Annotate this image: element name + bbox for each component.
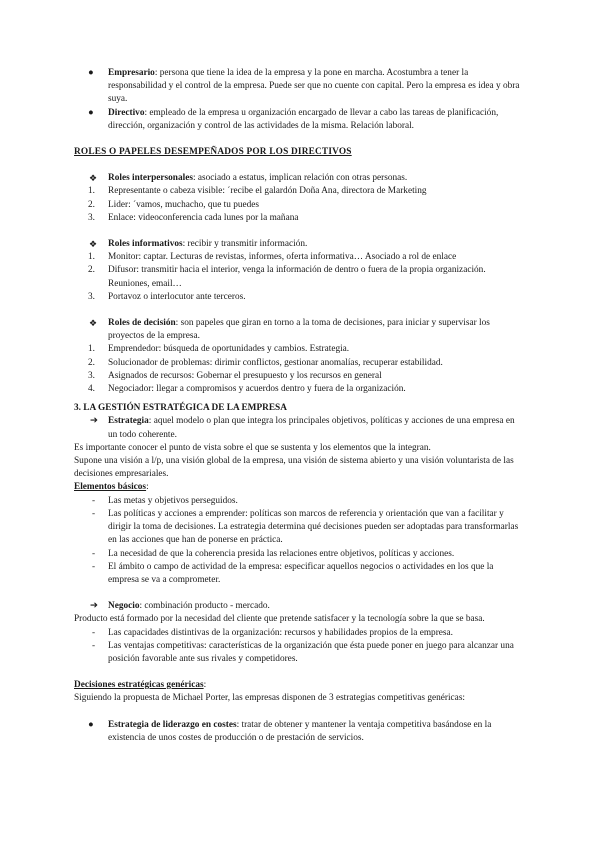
document-page bbox=[74, 67, 526, 745]
definition: : son papeles que giran en torno a la toma de decisiones, para iniciar y supervisar los proyectos de la empresa. bbox=[108, 318, 490, 342]
list-text: Negociador: llegar a compromisos y acuerdos dentro y fuera de la organización. bbox=[108, 384, 406, 395]
list-text: Representante o cabeza visible: ´recibe el galardón Doña Ana, directora de Marketing bbox=[108, 186, 427, 197]
dash-marker: - bbox=[92, 640, 96, 651]
bullet-icon: ● bbox=[88, 107, 94, 118]
list-number: 2. bbox=[88, 265, 95, 276]
list-text: Asignados de recursos: Gobernar el presupuesto y los recursos en general bbox=[108, 370, 382, 381]
list-item bbox=[74, 212, 526, 225]
term: Estrategia de liderazgo en costes bbox=[108, 719, 237, 730]
list-text: Las ventajas competitivas: características de la organización que ésta puede poner en juego para alcanzar una posición favorable ante sus rivales y competidores. bbox=[108, 640, 514, 664]
diamond-icon: ❖ bbox=[89, 173, 98, 184]
term: Roles interpersonales bbox=[108, 173, 193, 184]
list-text: Las capacidades distintivas de la organización: recursos y habilidades propios de la empresa. bbox=[108, 627, 453, 638]
list-number: 2. bbox=[88, 357, 95, 368]
definition: : empleado de la empresa u organización encargado de llevar a cabo las tareas de planificación, dirección, organización y control de las actividades de la misma. Relación laboral. bbox=[108, 107, 499, 131]
subheading-text: Decisiones estratégicas genéricas bbox=[74, 680, 204, 691]
diamond-icon: ❖ bbox=[89, 239, 98, 250]
definition: : tratar de obtener y mantener la ventaja competitiva basándose en la existencia de unos costes de producción o de prestación de servicios. bbox=[108, 719, 492, 743]
list-text: Las políticas y acciones a emprender: políticas son marcos de referencia y orientación que van a facilitar y dirigir la toma de decisiones. La estrategia determina qué decisiones pueden ser adoptadas para transformarlas en las acciones que han de ponerse en práctica. bbox=[108, 508, 519, 546]
list-number: 3. bbox=[88, 212, 95, 223]
list-item bbox=[74, 317, 526, 343]
colon: : bbox=[146, 482, 149, 493]
term: Negocio bbox=[108, 601, 140, 612]
dash-marker: - bbox=[92, 508, 96, 519]
section-title-roles: ROLES O PAPELES DESEMPEÑADOS POR LOS DIRECTIVOS bbox=[74, 147, 352, 158]
list-item bbox=[74, 291, 526, 304]
list-item bbox=[74, 415, 526, 441]
arrow-icon: ➔ bbox=[90, 416, 98, 427]
dash-marker: - bbox=[92, 561, 96, 572]
dash-marker: - bbox=[92, 627, 96, 638]
paragraph: Supone una visión a l/p, una visión global de la empresa, una visión de sistema abierto y una visión voluntarista de las decisiones empresariales. bbox=[74, 456, 514, 480]
list-text: Difusor: transmitir hacia el interior, venga la información de dentro o fuera de la propia organización. Reuniones, email… bbox=[108, 265, 486, 289]
list-item bbox=[74, 495, 526, 508]
list-item bbox=[74, 199, 526, 212]
colon: : bbox=[203, 680, 207, 691]
paragraph: Siguiendo la propuesta de Michael Porter, las empresas disponen de 3 estrategias competitivas genéricas: bbox=[74, 693, 466, 704]
term: Estrategia bbox=[108, 416, 149, 427]
list-item bbox=[74, 640, 526, 666]
definition: : asociado a estatus, implican relación con otras personas. bbox=[192, 173, 408, 184]
list-number: 3. bbox=[88, 291, 95, 302]
list-text: Emprendedor: búsqueda de oportunidades y cambios. Estrategia. bbox=[108, 344, 350, 355]
bullet-icon: ● bbox=[88, 719, 94, 730]
list-item bbox=[74, 107, 526, 133]
list-item bbox=[74, 238, 526, 251]
list-item bbox=[74, 172, 526, 185]
definition: : aquel modelo o plan que integra los principales objetivos, políticas y acciones de una empresa en un todo coherente. bbox=[108, 416, 515, 440]
list-item bbox=[74, 719, 526, 745]
bullet-icon: ● bbox=[88, 68, 94, 78]
list-text: El ámbito o campo de actividad de la empresa: especificar aquellos negocios o actividades en los que la empresa se va a comprometer. bbox=[108, 561, 494, 585]
list-item bbox=[74, 383, 526, 396]
definition: : recibir y transmitir información. bbox=[182, 239, 308, 250]
dash-marker: - bbox=[92, 548, 96, 559]
list-item bbox=[74, 67, 526, 107]
diamond-icon: ❖ bbox=[89, 318, 98, 329]
list-number: 1. bbox=[88, 344, 95, 355]
definition: : combinación producto - mercado. bbox=[139, 601, 270, 612]
list-item bbox=[74, 343, 526, 356]
list-text: Enlace: videoconferencia cada lunes por la mañana bbox=[108, 212, 299, 223]
list-text: La necesidad de que la coherencia presida las relaciones entre objetivos, políticas y acciones. bbox=[108, 548, 455, 559]
dash-marker: - bbox=[92, 495, 96, 506]
term: Roles de decisión bbox=[108, 318, 176, 329]
subheading-decisiones bbox=[74, 679, 526, 692]
paragraph: Producto está formado por la necesidad del cliente que pretende satisfacer y la tecnología sobre la que se basa. bbox=[74, 614, 485, 625]
list-item bbox=[74, 357, 526, 370]
definition: : persona que tiene la idea de la empresa y la pone en marcha. Acostumbra a tener la responsabilidad y el control de la empresa. Puede ser que no cuente con capital. Pero la empresa es idea y obra suya. bbox=[108, 68, 520, 105]
subheading-elementos bbox=[74, 481, 526, 494]
list-number: 2. bbox=[88, 199, 95, 210]
list-text: Lider: ´vamos, muchacho, que tu puedes bbox=[108, 199, 260, 210]
list-text: Solucionador de problemas: dirimir conflictos, gestionar anomalías, recuperar estabilidad. bbox=[108, 357, 443, 368]
list-item bbox=[74, 264, 526, 290]
list-item bbox=[74, 370, 526, 383]
term: Roles informativos bbox=[108, 239, 183, 250]
list-number: 1. bbox=[88, 186, 95, 197]
list-number: 3. bbox=[88, 370, 95, 381]
list-item bbox=[74, 627, 526, 640]
term: Empresario bbox=[108, 68, 155, 78]
list-text: Portavoz o interlocutor ante terceros. bbox=[108, 291, 246, 302]
list-item bbox=[74, 508, 526, 548]
paragraph: Es importante conocer el punto de vista sobre el que se sustenta y los elementos que la integran. bbox=[74, 442, 431, 453]
list-item bbox=[74, 251, 526, 264]
arrow-icon: ➔ bbox=[90, 601, 98, 612]
list-item bbox=[74, 561, 526, 587]
list-number: 4. bbox=[88, 384, 95, 395]
list-text: Las metas y objetivos perseguidos. bbox=[108, 495, 238, 506]
list-item bbox=[74, 600, 526, 613]
list-text: Monitor: captar. Lecturas de revistas, informes, oferta informativa… Asociado a rol de enlace bbox=[108, 252, 457, 263]
list-item bbox=[74, 185, 526, 198]
list-number: 1. bbox=[88, 252, 95, 263]
list-item bbox=[74, 548, 526, 561]
section-title-gestion: 3. LA GESTIÓN ESTRATÉGICA DE LA EMPRESA bbox=[74, 403, 287, 414]
subheading-text: Elementos básicos bbox=[74, 482, 147, 493]
term: Directivo bbox=[108, 107, 145, 118]
